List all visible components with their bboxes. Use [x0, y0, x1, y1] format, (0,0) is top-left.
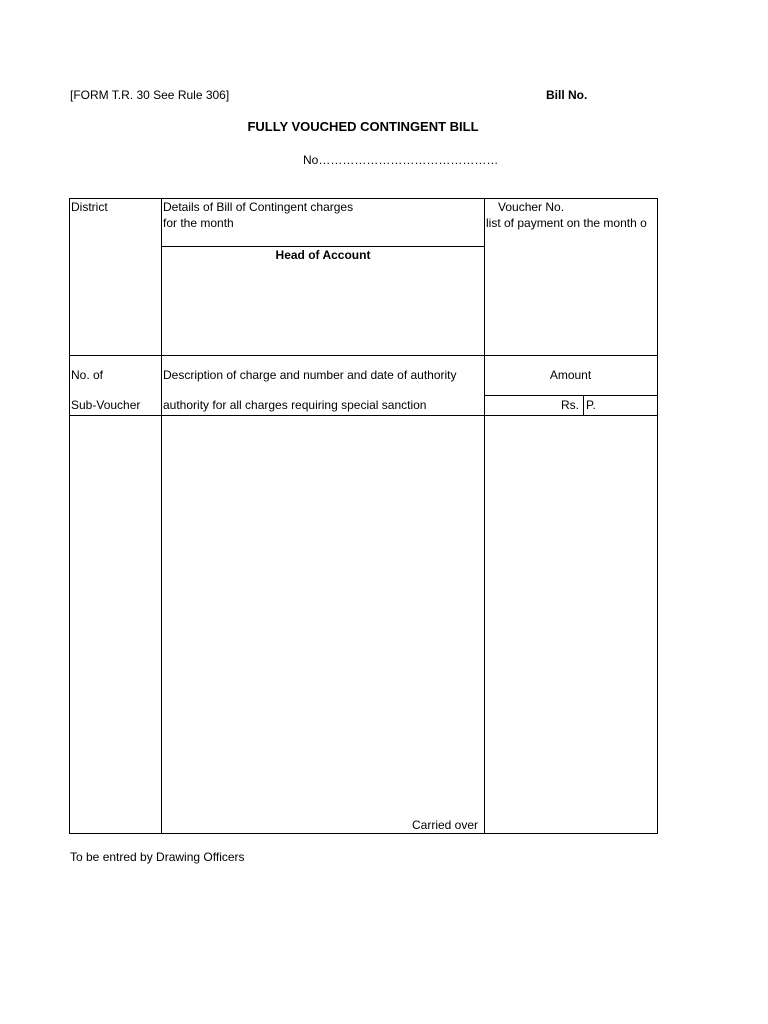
sub-voucher-label: Sub-Voucher — [71, 398, 141, 412]
table-bottom-border — [69, 833, 658, 834]
table-left-border — [69, 198, 70, 834]
voucher-no-label: Voucher No. — [498, 200, 565, 214]
head-of-account-label: Head of Account — [275, 248, 371, 262]
description-line-1: Description of charge and number and date of authority — [163, 368, 457, 382]
column-divider-1 — [161, 198, 162, 834]
amount-label: Amount — [549, 368, 592, 382]
carried-over-label: Carried over — [412, 818, 479, 832]
rs-p-divider — [583, 395, 584, 415]
no-of-label: No. of — [71, 368, 104, 382]
voucher-list-text: list of payment on the month o — [486, 216, 647, 230]
bill-no-label: Bill No. — [546, 88, 588, 102]
rs-label: Rs. — [561, 398, 579, 412]
page-title: FULLY VOUCHED CONTINGENT BILL — [247, 119, 479, 134]
footer-note: To be entred by Drawing Officers — [70, 850, 245, 864]
head-of-account-divider — [162, 246, 484, 247]
header-bottom-divider — [69, 415, 658, 416]
form-reference: [FORM T.R. 30 See Rule 306] — [70, 88, 230, 102]
details-line-2: for the month — [163, 216, 234, 230]
p-label: P. — [586, 398, 596, 412]
details-line-1: Details of Bill of Contingent charges — [163, 200, 354, 214]
number-line: No……………………………………… — [303, 153, 499, 167]
table-right-border — [657, 198, 658, 834]
column-divider-2 — [484, 198, 485, 834]
table-top-border — [69, 198, 658, 199]
amount-divider — [484, 395, 658, 396]
district-label: District — [71, 200, 108, 214]
description-line-2: authority for all charges requiring special sanction — [163, 398, 427, 412]
section-divider — [69, 355, 658, 356]
